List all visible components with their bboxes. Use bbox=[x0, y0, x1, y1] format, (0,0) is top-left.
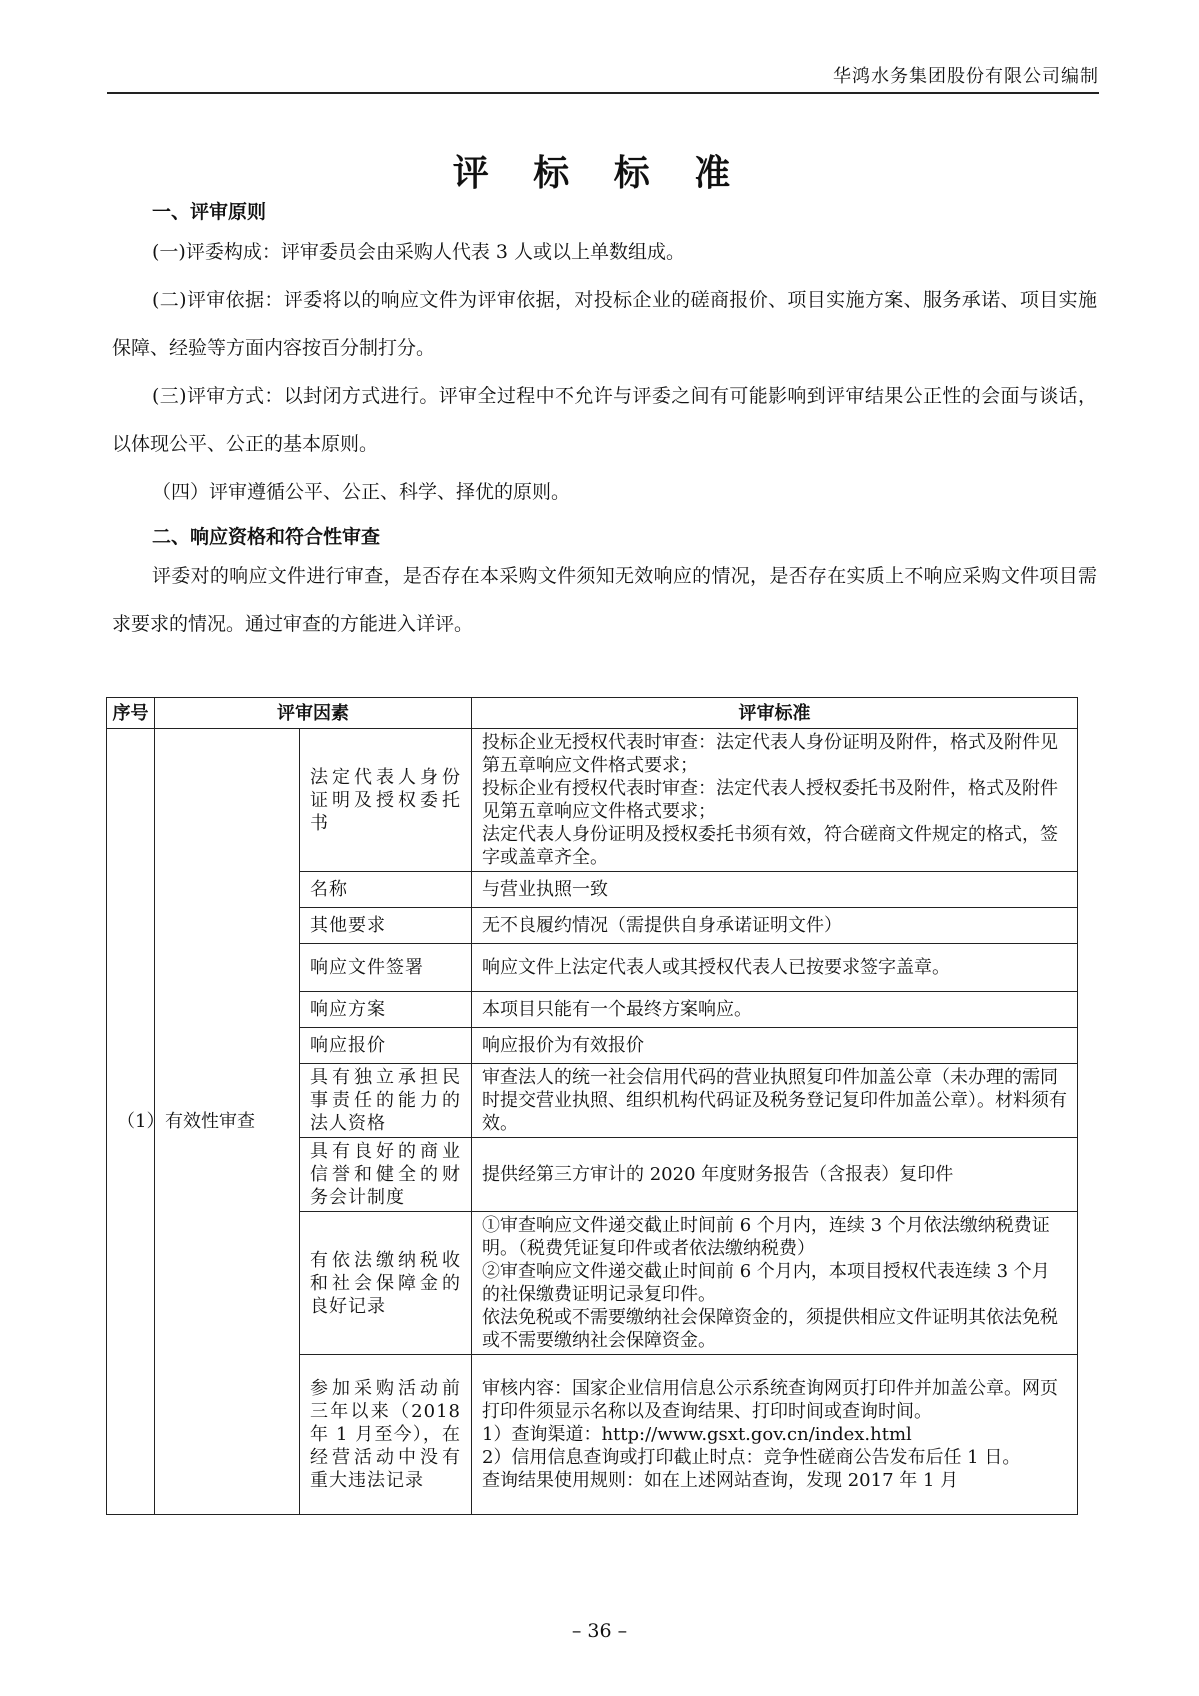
paragraph-3: (三)评审方式：以封闭方式进行。评审全过程中不允许与评委之间有可能影响到评审结果公正性的会面与谈话，以体现公平、公正的基本原则。 bbox=[112, 385, 1097, 455]
item-label: 具有良好的商业信誉和健全的财务会计制度 bbox=[300, 1138, 472, 1212]
item-label: 响应文件签署 bbox=[300, 944, 472, 992]
item-standard bbox=[472, 944, 1078, 992]
standard-line: 投标企业无授权代表时审查：法定代表人身份证明及附件，格式及附件见第五章响应文件格式要求； bbox=[482, 732, 1058, 776]
item-label: 名称 bbox=[300, 872, 472, 908]
page-number: – 36 – bbox=[571, 1620, 628, 1642]
item-standard bbox=[472, 1138, 1078, 1212]
item-standard bbox=[472, 729, 1078, 872]
item-label: 响应方案 bbox=[300, 992, 472, 1028]
item-standard bbox=[472, 1212, 1078, 1355]
standard-line: 审核内容：国家企业信用信息公示系统查询网页打印件并加盖公章。网页打印件须显示名称以及查询结果、打印时间或查询时间。 bbox=[482, 1378, 1058, 1422]
standard-line: 1）查询渠道：http://www.gsxt.gov.cn/index.html bbox=[482, 1424, 912, 1445]
standard-line: 依法免税或不需要缴纳社会保障资金的，须提供相应文件证明其依法免税或不需要缴纳社会保障资金。 bbox=[482, 1307, 1058, 1351]
item-label: 具有独立承担民事责任的能力的法人资格 bbox=[300, 1064, 472, 1138]
standard-line: ②审查响应文件递交截止时间前 6 个月内，本项目授权代表连续 3 个月的社保缴费证明记录复印件。 bbox=[482, 1261, 1050, 1305]
paragraph-5: 评委对的响应文件进行审查，是否存在本采购文件须知无效响应的情况，是否存在实质上不响应采购文件项目需求要求的情况。通过审查的方能进入详评。 bbox=[112, 565, 1097, 635]
table-row bbox=[107, 729, 1078, 872]
page-title: 评 标 标 准 bbox=[452, 152, 747, 194]
table-header-row bbox=[107, 698, 1078, 729]
item-label: 法定代表人身份证明及授权委托书 bbox=[300, 729, 472, 872]
item-standard bbox=[472, 1064, 1078, 1138]
section-heading-1: 一、评审原则 bbox=[152, 201, 267, 223]
item-label: 其他要求 bbox=[300, 908, 472, 944]
standard-line: 投标企业有授权代表时审查：法定代表人授权委托书及附件，格式及附件见第五章响应文件格式要求； bbox=[482, 778, 1058, 822]
standard-line: 本项目只能有一个最终方案响应。 bbox=[482, 999, 752, 1020]
section-heading-2: 二、响应资格和符合性审查 bbox=[152, 526, 381, 548]
row-seq: （1） bbox=[107, 729, 155, 1515]
row-category: 有效性审查 bbox=[155, 729, 300, 1515]
item-standard bbox=[472, 1028, 1078, 1064]
standard-line: 与营业执照一致 bbox=[482, 879, 608, 900]
header-seq: 序号 bbox=[107, 698, 155, 729]
paragraph-2: (二)评审依据：评委将以的响应文件为评审依据，对投标企业的磋商报价、项目实施方案、服务承诺、项目实施保障、经验等方面内容按百分制打分。 bbox=[112, 289, 1097, 359]
item-standard bbox=[472, 992, 1078, 1028]
criteria-table bbox=[106, 697, 1078, 1515]
standard-line: ①审查响应文件递交截止时间前 6 个月内，连续 3 个月依法缴纳税费证明。（税费凭证复印件或者依法缴纳税费） bbox=[482, 1215, 1050, 1259]
item-standard bbox=[472, 872, 1078, 908]
standard-line: 无不良履约情况（需提供自身承诺证明文件） bbox=[482, 915, 842, 936]
item-standard bbox=[472, 908, 1078, 944]
header-company: 华鸿水务集团股份有限公司编制 bbox=[833, 66, 1099, 87]
item-label: 响应报价 bbox=[300, 1028, 472, 1064]
standard-line: 响应报价为有效报价 bbox=[482, 1035, 644, 1056]
item-label: 参加采购活动前三年以来（2018年 1 月至今），在经营活动中没有重大违法记录 bbox=[300, 1355, 472, 1515]
standard-line: 法定代表人身份证明及授权委托书须有效，符合磋商文件规定的格式，签字或盖章齐全。 bbox=[482, 824, 1058, 868]
header-divider bbox=[107, 92, 1099, 94]
paragraph-1: (一)评委构成：评审委员会由采购人代表 3 人或以上单数组成。 bbox=[152, 241, 685, 263]
standard-line: 审查法人的统一社会信用代码的营业执照复印件加盖公章（未办理的需同时提交营业执照、组织机构代码证及税务登记复印件加盖公章）。材料须有效。 bbox=[482, 1067, 1067, 1134]
standard-line: 查询结果使用规则：如在上述网站查询，发现 2017 年 1 月 bbox=[482, 1470, 959, 1491]
standard-line: 响应文件上法定代表人或其授权代表人已按要求签字盖章。 bbox=[482, 957, 950, 978]
standard-line: 提供经第三方审计的 2020 年度财务报告（含报表）复印件 bbox=[482, 1164, 954, 1185]
header-standard: 评审标准 bbox=[472, 698, 1078, 729]
header-factor: 评审因素 bbox=[155, 698, 472, 729]
standard-line: 2）信用信息查询或打印截止时点：竞争性磋商公告发布后任 1 日。 bbox=[482, 1447, 1021, 1468]
item-label: 有依法缴纳税收和社会保障金的良好记录 bbox=[300, 1212, 472, 1355]
paragraph-4: （四）评审遵循公平、公正、科学、择优的原则。 bbox=[152, 481, 571, 503]
item-standard bbox=[472, 1355, 1078, 1515]
